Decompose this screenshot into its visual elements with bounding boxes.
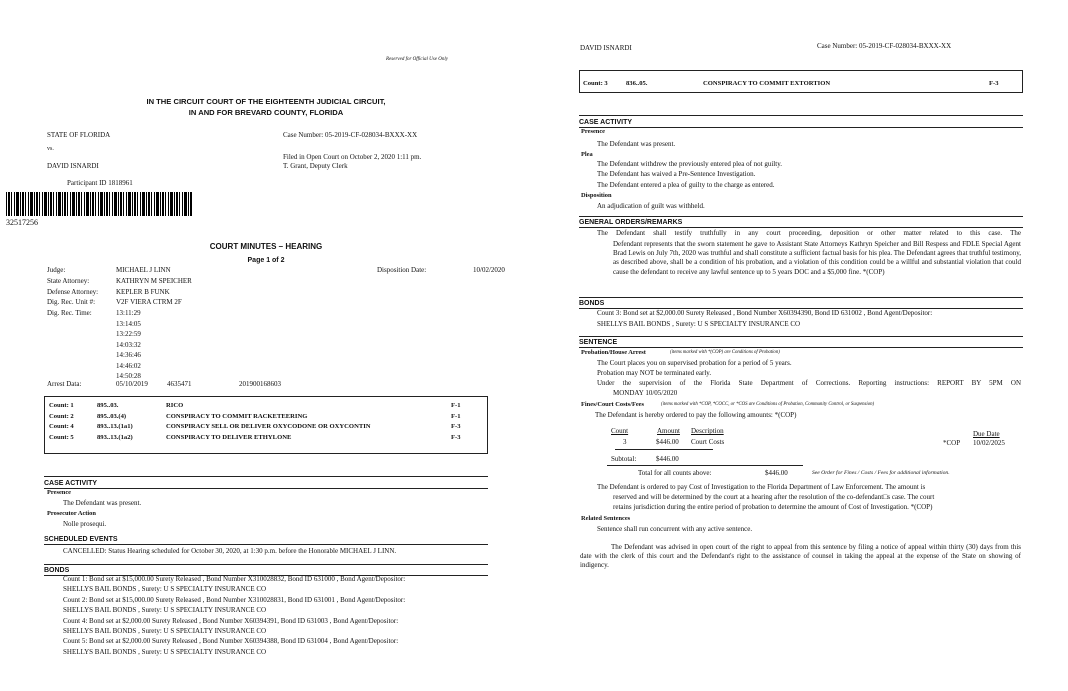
disposition-date-label: Disposition Date: (377, 266, 427, 274)
court-title-line-2: IN AND FOR BREVARD COUNTY, FLORIDA (188, 108, 344, 117)
case-activity-heading: CASE ACTIVITY (44, 476, 488, 489)
plea-line: The Defendant has waived a Pre-Sentence Investigation. (597, 170, 756, 179)
header-defendant: DAVID ISNARDI (580, 44, 632, 52)
count-row (49, 413, 461, 424)
rec-time: 14:36:46 (116, 351, 141, 359)
subtotal-value: $446.00 (656, 455, 679, 463)
cost-row-amount: $446.00 (656, 438, 679, 446)
count-degree: F-3 (451, 423, 461, 431)
general-orders-first-line: The Defendant shall testify truthfully in any court proceeding, deposition or other matter related to this case. The (597, 229, 1021, 237)
party-vs: vs. (47, 146, 54, 152)
count-number: Count: 5 (49, 433, 74, 441)
cost-row-flag: *COP (943, 439, 961, 447)
bond-line: SHELLYS BAIL BONDS , Surety: U S SPECIALTY INSURANCE CO (63, 626, 267, 635)
count-row (49, 434, 461, 445)
count-description: RICO (166, 402, 184, 409)
arrest-label: Arrest Data: (47, 380, 82, 388)
bonds-heading: BONDS (44, 564, 488, 576)
disposition-date-value: 10/02/2020 (473, 266, 505, 274)
presence-text: The Defendant was present. (597, 140, 676, 148)
counts-box (44, 396, 488, 454)
prosecutor-action-label: Prosecutor Action (47, 510, 96, 517)
rec-time: 13:14:05 (116, 319, 141, 328)
count-statute: 895..03.(4) (97, 412, 127, 420)
cost-row-description: Court Costs (691, 438, 725, 446)
bond-line: Count 1: Bond set at $15,000.00 Surety Released , Bond Number X310028832, Bond ID 631000 , Bond Agent/Depositor: (63, 575, 406, 583)
count-number: Count: 1 (49, 402, 74, 409)
total-value: $446.00 (765, 469, 788, 477)
arrest-number-2: 201900168603 (239, 380, 281, 388)
rec-time: 14:50:28 (116, 372, 141, 380)
judge-label: Judge: (47, 266, 66, 274)
defense-attorney-value: KEPLER B FUNK (116, 288, 170, 296)
arrest-date: 05/10/2019 (116, 380, 148, 388)
bond-line: Count 3: Bond set at $2,000.00 Surety Released , Bond Number X60394390, Bond ID 631002 , Bond Agent/Depositor: (597, 309, 933, 317)
probation-line: Probation may NOT be terminated early. (597, 369, 712, 377)
party-defendant: DAVID ISNARDI (47, 162, 99, 170)
count-description: CONSPIRACY TO COMMIT RACKETEERING (166, 412, 308, 420)
count-description: CONSPIRACY SELL OR DELIVER OXYCODONE OR OXYCONTIN (166, 423, 371, 431)
bond-line: Count 4: Bond set at $2,000.00 Surety Released , Bond Number X60394391, Bond ID 631003 , Bond Agent/Depositor: (63, 616, 399, 625)
count-number: Count: 2 (49, 412, 74, 420)
participant-id: Participant ID 1818961 (67, 179, 133, 187)
total-rule (607, 465, 803, 466)
count-description: CONSPIRACY TO DELIVER ETHYLONE (166, 433, 292, 441)
count-row (49, 423, 461, 434)
plea-line: The Defendant entered a plea of guilty to the charge as entered. (597, 180, 775, 189)
reserved-note: Reserved for Official Use Only (386, 57, 448, 62)
counts-table (49, 402, 461, 444)
subtotal-label: Subtotal: (611, 455, 637, 463)
rec-time: 13:22:59 (116, 330, 141, 338)
bond-line: SHELLYS BAIL BONDS , Surety: U S SPECIALTY INSURANCE CO (63, 647, 267, 656)
arrest-number-1: 4635471 (167, 380, 192, 388)
supervision-text: Under the supervision of the Florida State Department of Corrections. Reporting instructions: REPORT BY 5PM ON (597, 379, 1021, 387)
filed-line-1: Filed in Open Court on October 2, 2020 1:11 pm. (283, 153, 422, 161)
count-box (579, 70, 1023, 93)
cost-header-due-date: Due Date (973, 430, 1000, 438)
fines-note: (items marked with *COP, *COCC, or *COS are Conditions of Probation, Community Control, or Suspension) (661, 402, 875, 407)
investigation-line: reserved and will be determined by the court at a hearing after the resolution of the co-defendant□s case. The court (613, 493, 935, 501)
barcode (6, 192, 192, 216)
probation-line: The Court places you on supervised probation for a period of 5 years. (597, 359, 792, 367)
count-number: Count: 3 (583, 80, 608, 87)
rec-time: 13:11:29 (116, 309, 141, 317)
presence-label: Presence (581, 128, 606, 135)
cost-row-count: 3 (623, 438, 627, 446)
judge-value: MICHAEL J LINN (116, 266, 171, 274)
fines-order: The Defendant is hereby ordered to pay the following amounts: *(COP) (595, 411, 797, 419)
count-degree: F-3 (989, 80, 999, 87)
scheduled-event-text: CANCELLED: Status Hearing scheduled for October 30, 2020, at 1:30 p.m. before the Honorable MICHAEL J LINN. (63, 547, 397, 555)
bond-line: Count 2: Bond set at $15,000.00 Surety Released , Bond Number X310028831, Bond ID 631001 , Bond Agent/Depositor: (63, 595, 406, 604)
rec-time: 14:03:32 (116, 340, 141, 349)
presence-text: The Defendant was present. (63, 499, 142, 507)
cost-header-count: Count (611, 427, 629, 435)
count-degree: F-1 (451, 412, 461, 420)
plea-line: The Defendant withdrew the previously entered plea of not guilty. (597, 160, 782, 168)
bond-line: Count 5: Bond set at $2,000.00 Surety Released , Bond Number X60394388, Bond ID 631004 , Bond Agent/Depositor: (63, 637, 399, 646)
count-statute: 895..03. (97, 402, 119, 409)
case-number: Case Number: 05-2019-CF-028034-BXXX-XX (283, 131, 418, 139)
general-orders-heading: GENERAL ORDERS/REMARKS (579, 216, 1023, 228)
investigation-line: retains jurisdiction during the entire period of probation to determine the amount of Cost of Investigation. *(COP) (613, 503, 933, 511)
rec-unit-label: Dig. Rec. Unit #: (47, 298, 96, 306)
party-state: STATE OF FLORIDA (47, 131, 111, 139)
plea-list (597, 160, 782, 191)
case-activity-heading: CASE ACTIVITY (579, 115, 1023, 128)
page-indicator: Page 1 of 2 (247, 257, 285, 264)
filed-line-2: T. Grant, Deputy Clerk (283, 162, 348, 170)
bond-line: SHELLYS BAIL BONDS , Surety: U S SPECIALTY INSURANCE CO (63, 606, 267, 615)
minutes-title: COURT MINUTES – HEARING (209, 242, 323, 251)
count-row (49, 402, 461, 413)
related-sentences-text: Sentence shall run concurrent with any active sentence. (597, 525, 753, 533)
header-case-number: Case Number: 05-2019-CF-028034-BXXX-XX (817, 42, 952, 50)
supervision-continuation: MONDAY 10/05/2020 (613, 389, 678, 397)
court-title-line-1: IN THE CIRCUIT COURT OF THE EIGHTEENTH JUDICIAL CIRCUIT, (146, 97, 386, 106)
count-statute: 893..13.(1a1) (97, 423, 133, 431)
count-number: Count: 4 (49, 423, 74, 431)
count-description: CONSPIRACY TO COMMIT EXTORTION (703, 80, 831, 87)
bond-line: SHELLYS BAIL BONDS , Surety: U S SPECIALTY INSURANCE CO (597, 320, 801, 328)
scheduled-events-heading: SCHEDULED EVENTS (44, 535, 488, 545)
probation-note: (items marked with *(COP) are Conditions of Probation) (670, 350, 780, 355)
count-degree: F-3 (451, 433, 461, 441)
related-sentences-label: Related Sentences (581, 515, 631, 522)
total-note: See Order for Fines / Costs / Fees for additional information. (812, 470, 950, 476)
cost-row-due-date: 10/02/2025 (973, 439, 1005, 447)
sentence-heading: SENTENCE (579, 336, 1023, 348)
total-label: Total for all counts above: (638, 469, 712, 477)
state-attorney-label: State Attorney: (47, 277, 90, 285)
count-table (583, 80, 999, 91)
defense-attorney-label: Defense Attorney: (47, 288, 99, 296)
bonds-list (63, 575, 405, 658)
plea-label: Plea (581, 151, 593, 158)
rec-unit-value: V2F VIERA CTRM 2F (116, 298, 182, 306)
investigation-line: The Defendant is ordered to pay Cost of Investigation to the Florida Department of Law Enforcement. The amount is (597, 483, 926, 491)
rec-time: 14:46:02 (116, 361, 141, 370)
bond-line: SHELLYS BAIL BONDS , Surety: U S SPECIALTY INSURANCE CO (63, 585, 267, 594)
disposition-text: An adjudication of guilt was withheld. (597, 202, 705, 210)
general-orders-text: Defendant represents that the sworn statement he gave to Assistant State Attorneys Kathryn Speicher and Bill Respess and FDLE Special Agent Brad Lewis on July 7th, 2020 was truthful and shall constitute a sufficient factual basis for his plea. The Defendant agrees that truthful testimony, as described above, shall be a condition of his probation, and a violation of this condition could be a willful and substantial violation that could cause the defendant to receive any lawful sentence up to 5 years DOC and a $5,000 fine. *(COP) (613, 240, 1021, 276)
count-statute: 836..05. (626, 80, 648, 87)
bonds-heading: BONDS (579, 297, 1023, 309)
minutes-page-2 (534, 0, 1068, 691)
cost-header-amount: Amount (657, 427, 680, 435)
subtotal-rule (615, 449, 713, 450)
rec-time-list (116, 309, 141, 383)
presence-label: Presence (47, 489, 72, 496)
count-row (583, 80, 999, 91)
appeal-text: The Defendant was advised in open court of the right to appeal from this sentence by filing a notice of appeal within thirty (30) days from this date with the clerk of this court and the Defendant's right to the assistance of counsel in taking the appeal at the expense of the State on showing of indigency. (580, 543, 1021, 570)
prosecutor-action-text: Nolle prosequi. (63, 520, 107, 528)
fines-label: Fines/Court Costs/Fees (581, 401, 645, 408)
disposition-label: Disposition (581, 192, 612, 199)
count-degree: F-1 (451, 402, 461, 409)
rec-time-label: Dig. Rec. Time: (47, 309, 92, 317)
probation-label: Probation/House Arrest (581, 349, 646, 356)
cost-header-description: Description (691, 427, 724, 435)
barcode-number: 32517256 (6, 218, 38, 227)
state-attorney-value: KATHRYN M SPEICHER (116, 277, 192, 285)
count-statute: 893..13.(1a2) (97, 433, 133, 441)
